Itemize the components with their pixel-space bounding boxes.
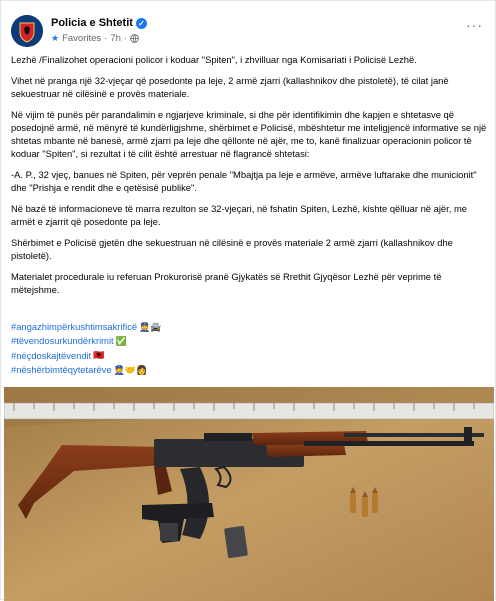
post-paragraph: Në vijim të punës për parandalimin e ngjarjeve kriminale, si dhe për identifikimin dhe kapjen e shtetasve që posedojnë armë, në mënyrë të kundërligjshme, shërbimet e Policisë, mbështetur me inteligjencë informative se një shtetas mbante në banesë, armë zjarri pa leje dhe qëllonte në ajër, me to, kanë finalizuar operacionin policor të koduar "Spiten", si rezultat i të cilit është arrestuar në flagrancë shtetasi:: [11, 109, 487, 159]
post-paragraph: Lezhë /Finalizohet operacioni policor i koduar "Spiten", i zhvilluar nga Komisariati i Policisë Lezhë.: [11, 54, 417, 65]
albania-flag-icon: 🇦🇱: [93, 350, 105, 361]
hashtag-link[interactable]: #nëshërbimtëqytetarëve: [11, 363, 112, 375]
page-name[interactable]: Policia e Shtetit: [51, 17, 133, 29]
hashtag-item: [11, 363, 487, 377]
meta-separator: ·: [123, 33, 128, 44]
post-photo[interactable]: [4, 387, 494, 601]
post-paragraph: Vihet në pranga një 32-vjeçar që posedonte pa leje, 2 armë zjarri (kallashnikov dhe pistoletë), të cilat janë sekuestruar në cilësinë e provës materiale.: [11, 75, 449, 99]
hashtag-item: [11, 320, 487, 334]
more-options-button[interactable]: ···: [466, 17, 483, 33]
hashtag-link[interactable]: #tëvendosurkundërkrimit: [11, 335, 114, 347]
post-paragraph: Në bazë të informacioneve të marra rezulton se 32-vjeçari, në fshatin Spiten, Lezhë, kishte qëlluar në ajër, me armët e zjarrit që posedonte pa leje.: [11, 203, 467, 227]
post-paragraph: Shërbimet e Policisë gjetën dhe sekuestruan në cilësinë e provës materiale 2 armë zjarri (kallashnikov dhe pistoletë).: [11, 237, 453, 261]
seized-weapons-image: [4, 387, 494, 601]
post-header: [11, 15, 487, 49]
check-emoji-icon: ✅: [115, 336, 127, 347]
hashtag-list: [11, 320, 487, 377]
police-logo-icon: [11, 15, 43, 47]
audience-label[interactable]: Favorites: [62, 33, 102, 44]
post-paragraph: -A. P., 32 vjeç, banues në Spiten, për veprën penale "Mbajtja pa leje e armëve, armëve luftarake dhe municionit" dhe "Prishja e rendit dhe e qetësisë publike".: [11, 169, 477, 193]
verified-badge-icon: ✓: [136, 18, 147, 29]
handshake-emoji-icon: 👮🤝👩: [113, 364, 148, 375]
post-body: [11, 53, 487, 304]
meta-separator: ·: [104, 33, 108, 44]
star-icon: ★: [51, 33, 60, 43]
hashtag-item: [11, 334, 487, 348]
hashtag-link[interactable]: #angazhimpërkushtimsakrificë: [11, 321, 138, 332]
police-emoji-icon: 👮🚔: [139, 321, 162, 332]
post-time[interactable]: 7h: [110, 33, 121, 44]
post-meta: [51, 33, 139, 44]
hashtag-link[interactable]: #nëçdoskajtëvendit: [11, 349, 92, 361]
post-paragraph: Materialet procedurale iu referuan Prokurorisë pranë Gjykatës së Rrethit Gjyqësor Lezhë për veprime të mëtejshme.: [11, 271, 442, 295]
avatar[interactable]: [11, 15, 43, 47]
hashtag-item: [11, 349, 487, 363]
page-name-link[interactable]: [51, 17, 147, 29]
globe-icon: [130, 34, 139, 43]
